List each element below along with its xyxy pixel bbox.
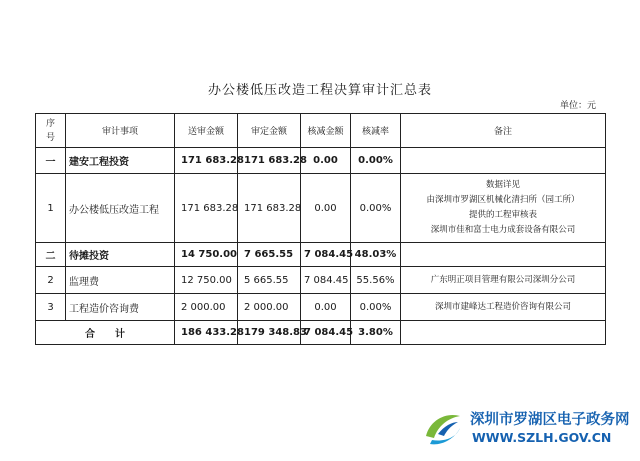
document-title: 办公楼低压改造工程决算审计汇总表: [207, 83, 432, 98]
unit-label: 单位：元: [560, 101, 597, 111]
remark-line: 由深圳市罗湖区机械化清扫所（园工所）: [426, 195, 580, 205]
cell-item: 监理费: [66, 267, 175, 294]
cell-submitted: 171 683.28: [175, 148, 238, 174]
cell-reduced: 0.00: [301, 294, 351, 321]
cell-remarks: [401, 267, 606, 294]
cell-approved: 171 683.28: [238, 148, 301, 174]
cell-submitted: 14 750.00: [175, 243, 238, 267]
header-rate: 核减率: [351, 114, 401, 148]
remark-line: 深圳市建峰达工程造价咨询有限公司: [434, 301, 571, 312]
table-row: [36, 148, 606, 174]
header-submitted: 送审金额: [175, 114, 238, 148]
total-rate: 3.80%: [351, 321, 401, 345]
cell-remarks: [401, 243, 606, 267]
total-submitted: 186 433.28: [175, 321, 238, 345]
cell-remarks: [401, 148, 606, 174]
cell-rate: 0.00%: [351, 174, 401, 243]
cell-reduced: 0.00: [301, 148, 351, 174]
cell-rate: 0.00%: [351, 294, 401, 321]
cell-rate: 48.03%: [351, 243, 401, 267]
cell-remarks: [401, 294, 606, 321]
audit-summary-table: [35, 113, 606, 345]
table-row: [36, 174, 606, 243]
cell-reduced: 0.00: [301, 174, 351, 243]
total-reduced: 7 084.45: [301, 321, 351, 345]
cell-seq: 1: [36, 174, 66, 243]
cell-rate: 55.56%: [351, 267, 401, 294]
cell-submitted: 12 750.00: [175, 267, 238, 294]
cell-seq: 2: [36, 267, 66, 294]
szlh-logo-icon: [420, 406, 466, 452]
cell-approved: 2 000.00: [238, 294, 301, 321]
watermark-title: 深圳市罗湖区电子政务网: [470, 412, 630, 428]
cell-item: 工程造价咨询费: [66, 294, 175, 321]
remark-line: 提供的工程审核表: [468, 210, 537, 220]
cell-remarks: [401, 321, 606, 345]
remark-line: 深圳市佳和富士电力成套设备有限公司: [430, 225, 576, 235]
cell-item: 办公楼低压改造工程: [66, 174, 175, 243]
header-item: 审计事项: [66, 114, 175, 148]
cell-remarks: [401, 174, 606, 243]
header-approved: 审定金额: [238, 114, 301, 148]
remark-line: 广东明正项目管理有限公司深圳分公司: [430, 274, 576, 285]
cell-submitted: 2 000.00: [175, 294, 238, 321]
total-label: 合 计: [36, 321, 175, 345]
remark-line: 数据详见: [485, 180, 520, 190]
cell-reduced: 7 084.45: [301, 267, 351, 294]
watermark-url: WWW.SZLH.GOV.CN: [472, 430, 612, 445]
cell-item: 建安工程投资: [66, 148, 175, 174]
cell-submitted: 171 683.28: [175, 174, 238, 243]
cell-seq: 二: [36, 243, 66, 267]
cell-item: 待摊投资: [66, 243, 175, 267]
table-header-row: [36, 114, 606, 148]
cell-approved: 7 665.55: [238, 243, 301, 267]
cell-approved: 171 683.28: [238, 174, 301, 243]
cell-reduced: 7 084.45: [301, 243, 351, 267]
site-watermark: [420, 400, 635, 458]
header-seq: 序号: [36, 114, 66, 148]
header-remarks: 备注: [401, 114, 606, 148]
table-row: [36, 243, 606, 267]
cell-rate: 0.00%: [351, 148, 401, 174]
total-approved: 179 348.83: [238, 321, 301, 345]
table-total-row: [36, 321, 606, 345]
header-reduced: 核减金额: [301, 114, 351, 148]
table-row: [36, 267, 606, 294]
cell-seq: 3: [36, 294, 66, 321]
table-row: [36, 294, 606, 321]
cell-seq: 一: [36, 148, 66, 174]
cell-approved: 5 665.55: [238, 267, 301, 294]
